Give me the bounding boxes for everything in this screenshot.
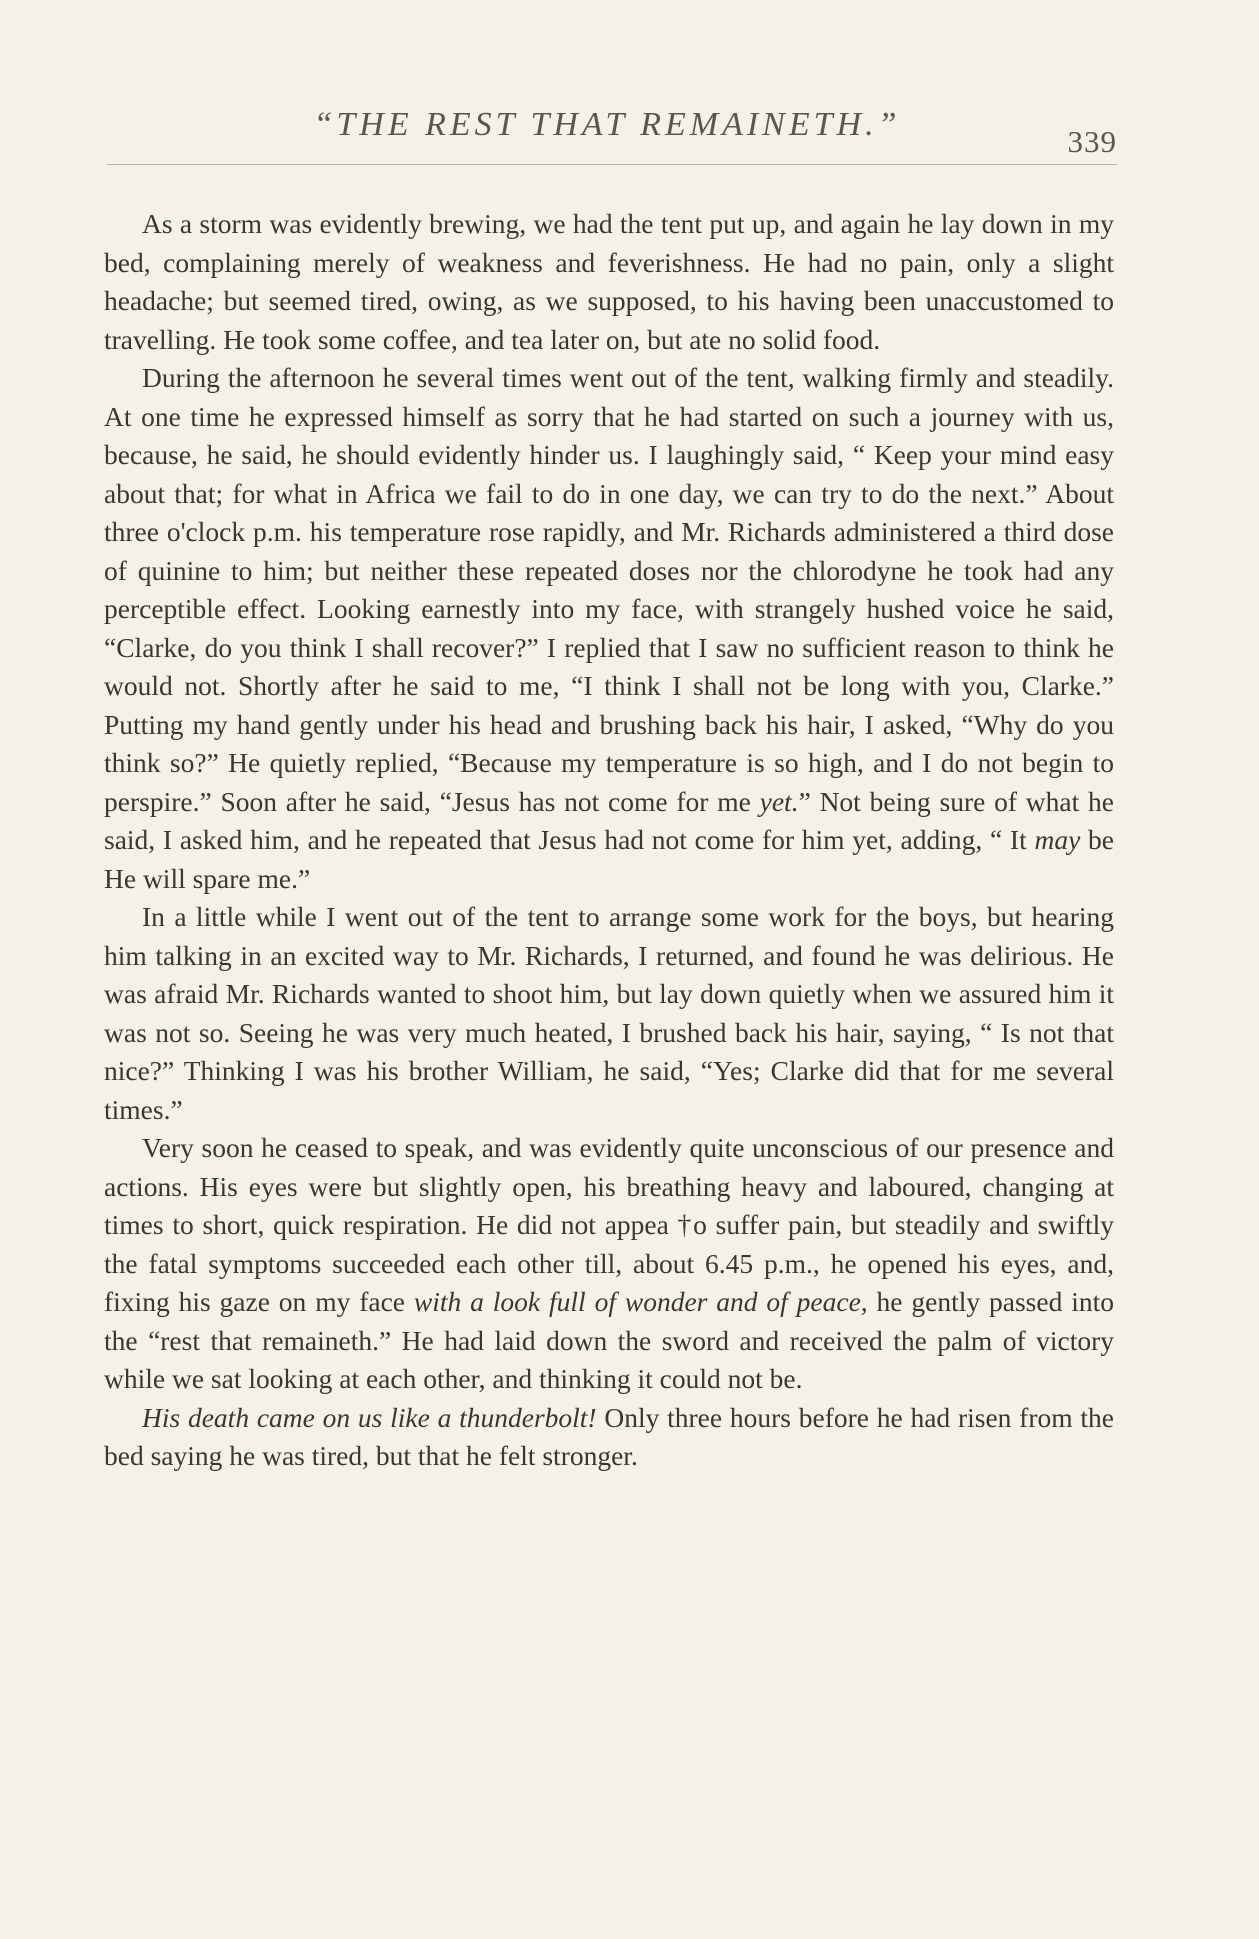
- italic-look-of-wonder: with a look full of wonder and of peace,: [413, 1286, 868, 1317]
- running-head: [107, 106, 1117, 159]
- paragraph-storm: [104, 205, 1114, 359]
- page-number: 339: [1067, 124, 1117, 159]
- running-title: “THE REST THAT REMAINETH.”: [313, 106, 901, 143]
- paragraph-thunderbolt: [104, 1399, 1114, 1476]
- paragraph-afternoon: [104, 359, 1114, 898]
- text-run: During the afternoon he several times went out of the tent, walking firmly and steadily. At one time he expressed himself as sorry that he had started on such a journey with us, because, he said, he should evidently hinder us. I laughingly said, “ Keep your mind easy about that; for what in Africa we fail to do in one day, we can try to do the next.” About three o'clock p.m. his temperature rose rapidly, and Mr. Richards administered a third dose of quinine to him; but neither these repeated doses nor the chlorodyne he took had any perceptible effect. Looking earnestly into my face, with strangely hushed voice he said, “Clarke, do you think I shall recover?” I replied that I saw no sufficient reason to think he would not. Shortly after he said to me, “I think I shall not be long with you, Clarke.” Putting my hand gently under his head and brushing back his hair, I asked, “Why do you think so?” He quietly replied, “Because my temperature is so high, and I do not begin to perspire.” Soon after he said, “Jesus has not come for me: [104, 362, 1114, 817]
- text-run: Only three hours before he had risen from the bed saying he was tired, but that he felt stronger.: [104, 1401, 1114, 1471]
- text-run: In a little while I went out of the tent to arrange some work for the boys, but hearing him talking in an excited way to Mr. Richards, I returned, and found he was delirious. He was afraid Mr. Richards wanted to shoot him, but lay down quietly when we assured him it was not so. Seeing he was very much heated, I brushed back his hair, saying, “ Is not that nice?” Thinking I was his brother William, he said, “Yes; Clarke did that for me several times.”: [104, 901, 1114, 1125]
- body-text: [104, 205, 1114, 1476]
- italic-yet: yet.: [759, 785, 799, 817]
- text-run: ” Not being sure of what he said, I asked him, and he repeated that Jesus had not come for him yet, adding, “ It: [104, 785, 1114, 855]
- text-run: be He will spare me.”: [104, 824, 1114, 894]
- header-rule: [107, 164, 1117, 165]
- paragraph-passing: [104, 1129, 1114, 1399]
- text-run: Very soon he ceased to speak, and was evidently quite unconscious of our presence and actions. His eyes were but slightly open, his breathing heavy and laboured, changing at times to short, quick respiration. He did not appea †o suffer pain, but steadily and swiftly the fatal symptoms succeeded each other till, about 6.45 p.m., he opened his eyes, and, fixing his gaze on my face: [104, 1132, 1114, 1317]
- italic-thunderbolt: His death came on us like a thunderbolt!: [142, 1401, 597, 1433]
- paragraph-delirious: [104, 898, 1114, 1129]
- text-run: he gently passed into the “rest that remaineth.” He had laid down the sword and received the palm of victory while we sat looking at each other, and thinking it could not be.: [104, 1286, 1114, 1394]
- text-run: As a storm was evidently brewing, we had the tent put up, and again he lay down in my bed, complaining merely of weakness and feverishness. He had no pain, only a slight headache; but seemed tired, owing, as we supposed, to his having been unaccustomed to travelling. He took some coffee, and tea later on, but ate no solid food.: [104, 208, 1114, 355]
- italic-may: may: [1034, 824, 1081, 855]
